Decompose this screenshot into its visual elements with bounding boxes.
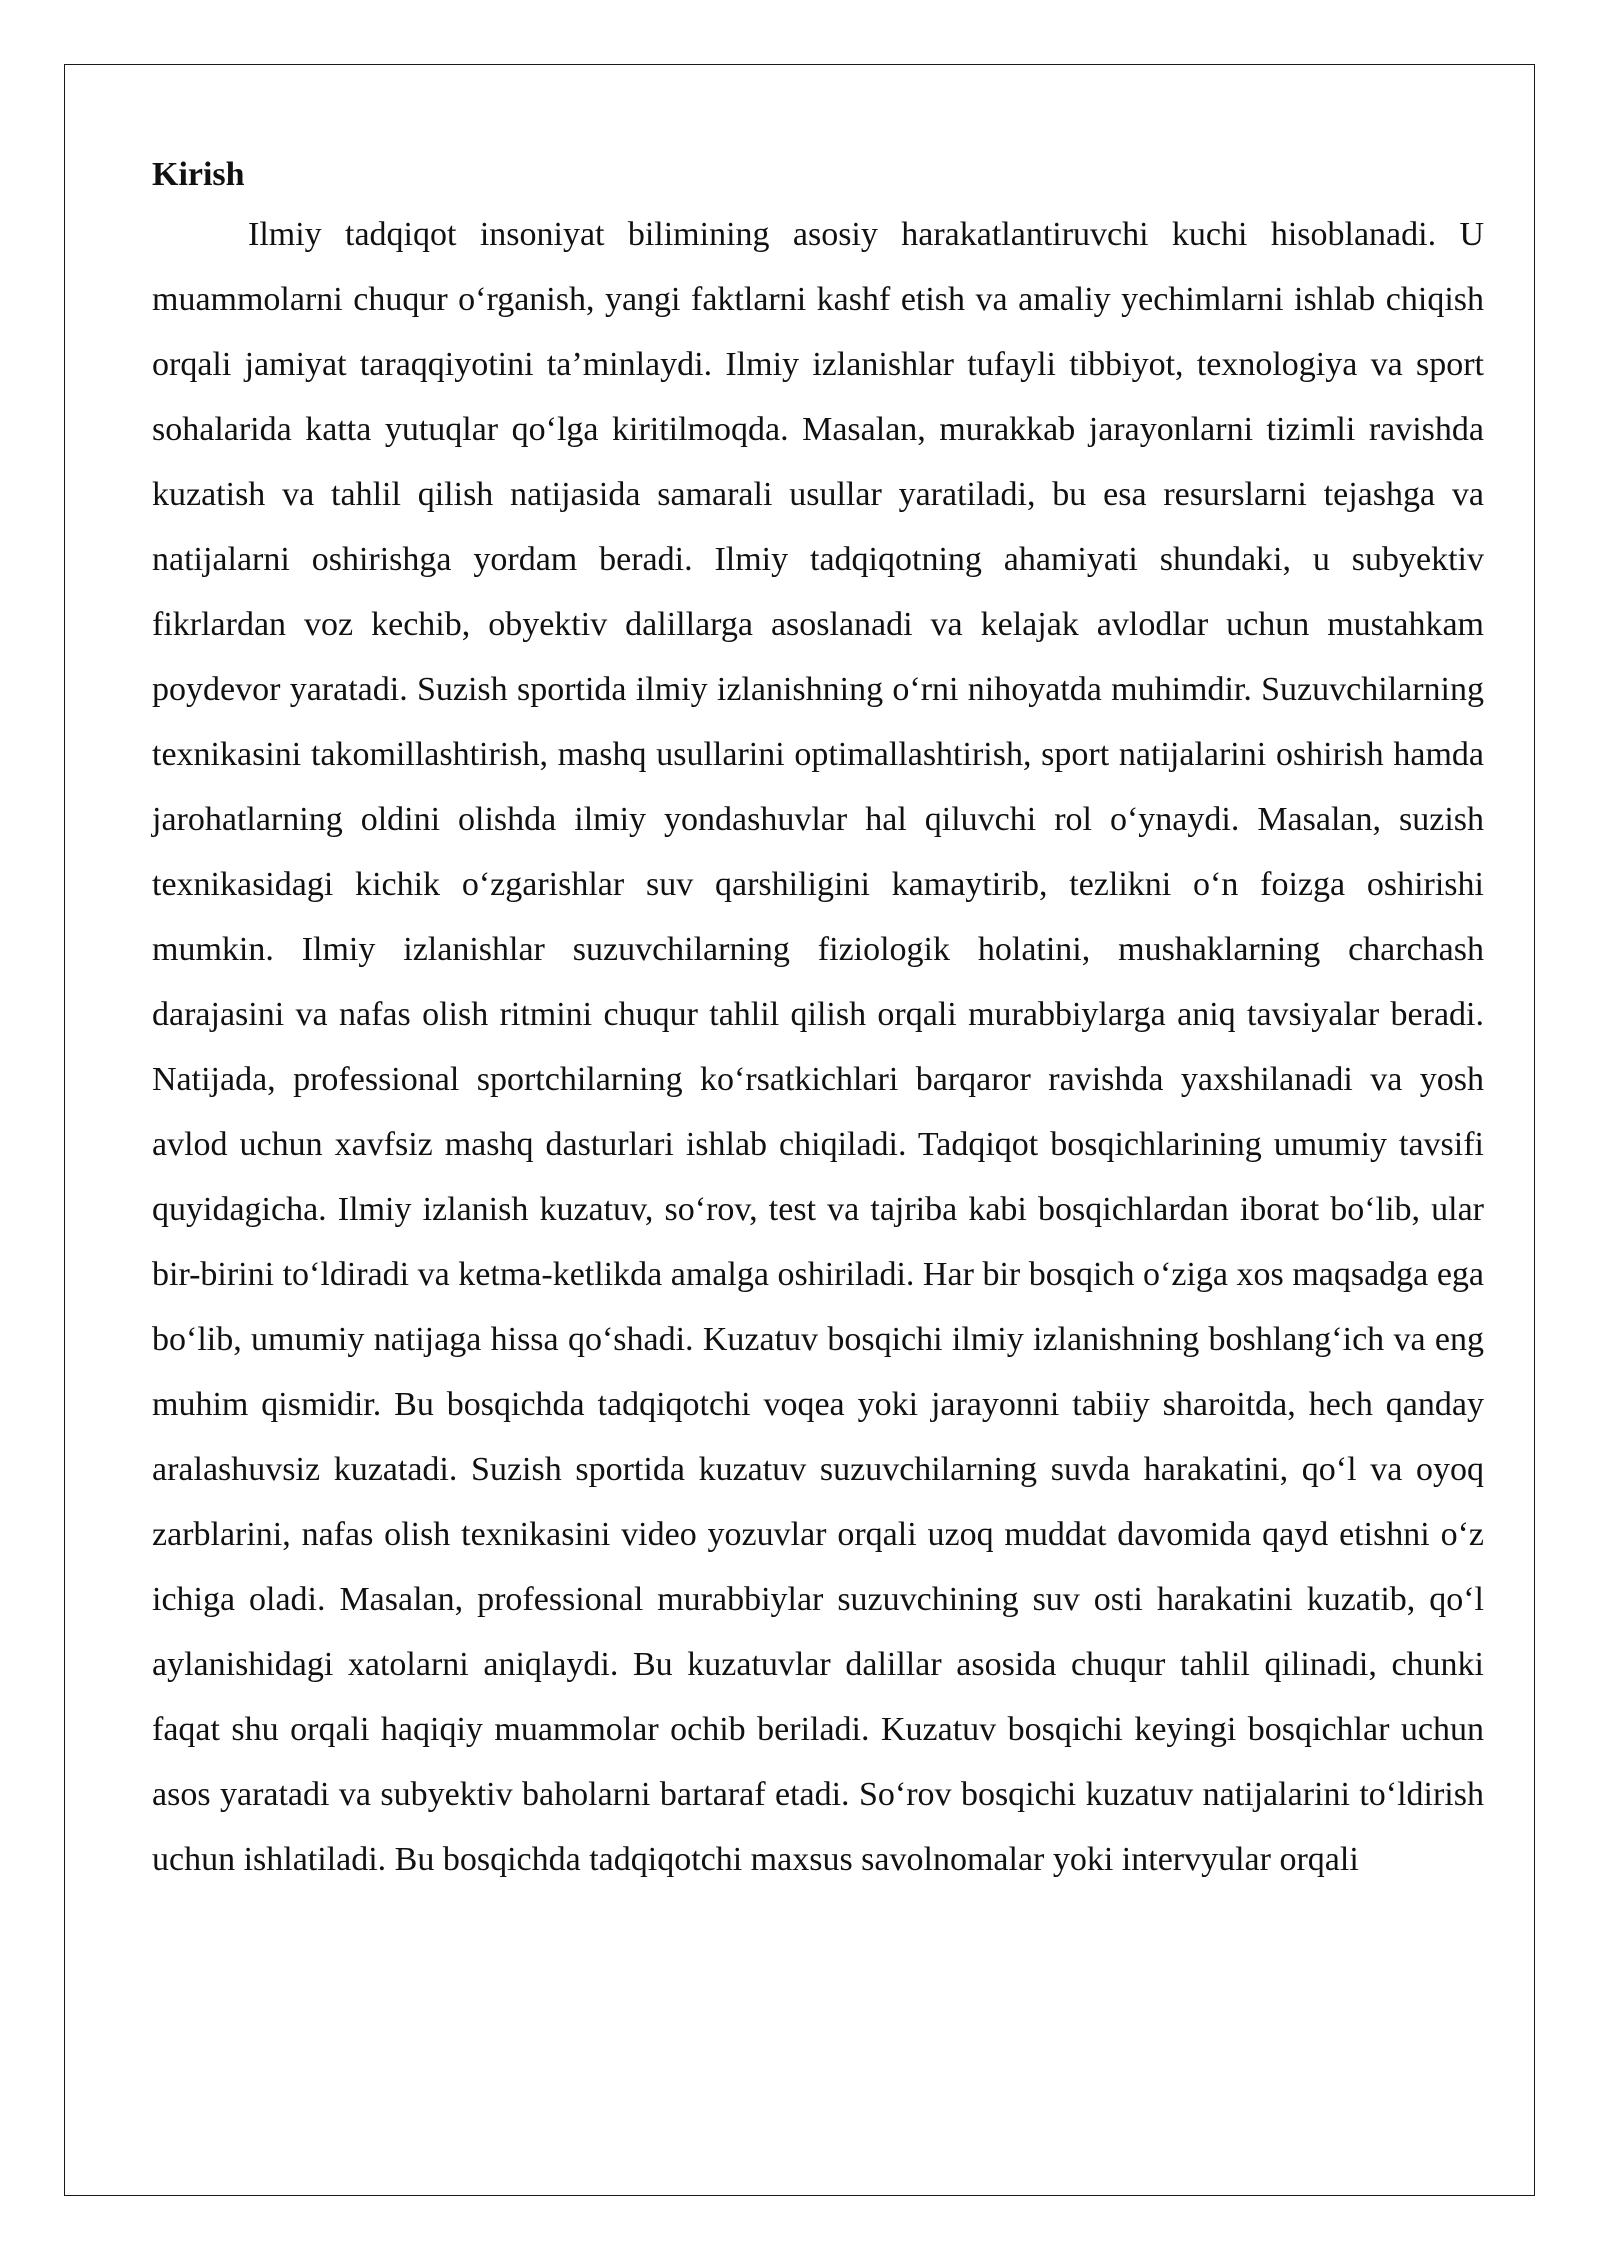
body-paragraph: Ilmiy tadqiqot insoniyat bilimining asosiy harakatlantiruvchi kuchi hisoblanadi. U muammolarni chuqur o‘rganish, yangi faktlarni kashf etish va amaliy yechimlarni ishlab chiqish orqali jamiyat taraqqiyotini ta’minlaydi. Ilmiy izlanishlar tufayli tibbiyot, texnologiya va sport sohalarida katta yutuqlar qo‘lga kiritilmoqda. Masalan, murakkab jarayonlarni tizimli ravishda kuzatish va tahlil qilish natijasida samarali usullar yaratiladi, bu esa resurslarni tejashga va natijalarni oshirishga yordam beradi. Ilmiy tadqiqotning ahamiyati shundaki, u subyektiv fikrlardan voz kechib, obyektiv dalillarga asoslanadi va kelajak avlodlar uchun mustahkam poydevor yaratadi. Suzish sportida ilmiy izlanishning o‘rni nihoyatda muhimdir. Suzuvchilarning texnikasini takomillashtirish, mashq usullarini optimallashtirish, sport natijalarini oshirish hamda jarohatlarning oldini olishda ilmiy yondashuvlar hal qiluvchi rol o‘ynaydi. Masalan, suzish texnikasidagi kichik o‘zgarishlar suv qarshiligini kamaytirib, tezlikni o‘n foizga oshirishi mumkin. Ilmiy izlanishlar suzuvchilarning fiziologik holatini, mushaklarning charchash darajasini va nafas olish ritmini chuqur tahlil qilish orqali murabbiylarga aniq tavsiyalar beradi. Natijada, professional sportchilarning ko‘rsatkichlari barqaror ravishda yaxshilanadi va yosh avlod uchun xavfsiz mashq dasturlari ishlab chiqiladi. Tadqiqot bosqichlarining umumiy tavsifi quyidagicha. Ilmiy izlanish kuzatuv, so‘rov, test va tajriba kabi bosqichlardan iborat bo‘lib, ular bir-birini to‘ldiradi va ketma-ketlikda amalga oshiriladi. Har bir bosqich o‘ziga xos maqsadga ega bo‘lib, umumiy natijaga hissa qo‘shadi. Kuzatuv bosqichi ilmiy izlanishning boshlang‘ich va eng muhim qismidir. Bu bosqichda tadqiqotchi voqea yoki jarayonni tabiiy sharoitda, hech qanday aralashuvsiz kuzatadi. Suzish sportida kuzatuv suzuvchilarning suvda harakatini, qo‘l va oyoq zarblarini, nafas olish texnikasini video yozuvlar orqali uzoq muddat davomida qayd etishni o‘z ichiga oladi. Masalan, professional murabbiylar suzuvchining suv osti harakatini kuzatib, qo‘l aylanishidagi xatolarni aniqlaydi. Bu kuzatuvlar dalillar asosida chuqur tahlil qilinadi, chunki faqat shu orqali haqiqiy muammolar ochib beriladi. Kuzatuv bosqichi keyingi bosqichlar uchun asos yaratadi va subyektiv baholarni bartaraf etadi. So‘rov bosqichi kuzatuv natijalarini to‘ldirish uchun ishlatiladi. Bu bosqichda tadqiqotchi maxsus savolnomalar yoki intervyular orqali	[152, 216, 1484, 1878]
section-heading: Kirish	[152, 156, 245, 193]
document-body	[152, 148, 1484, 1892]
